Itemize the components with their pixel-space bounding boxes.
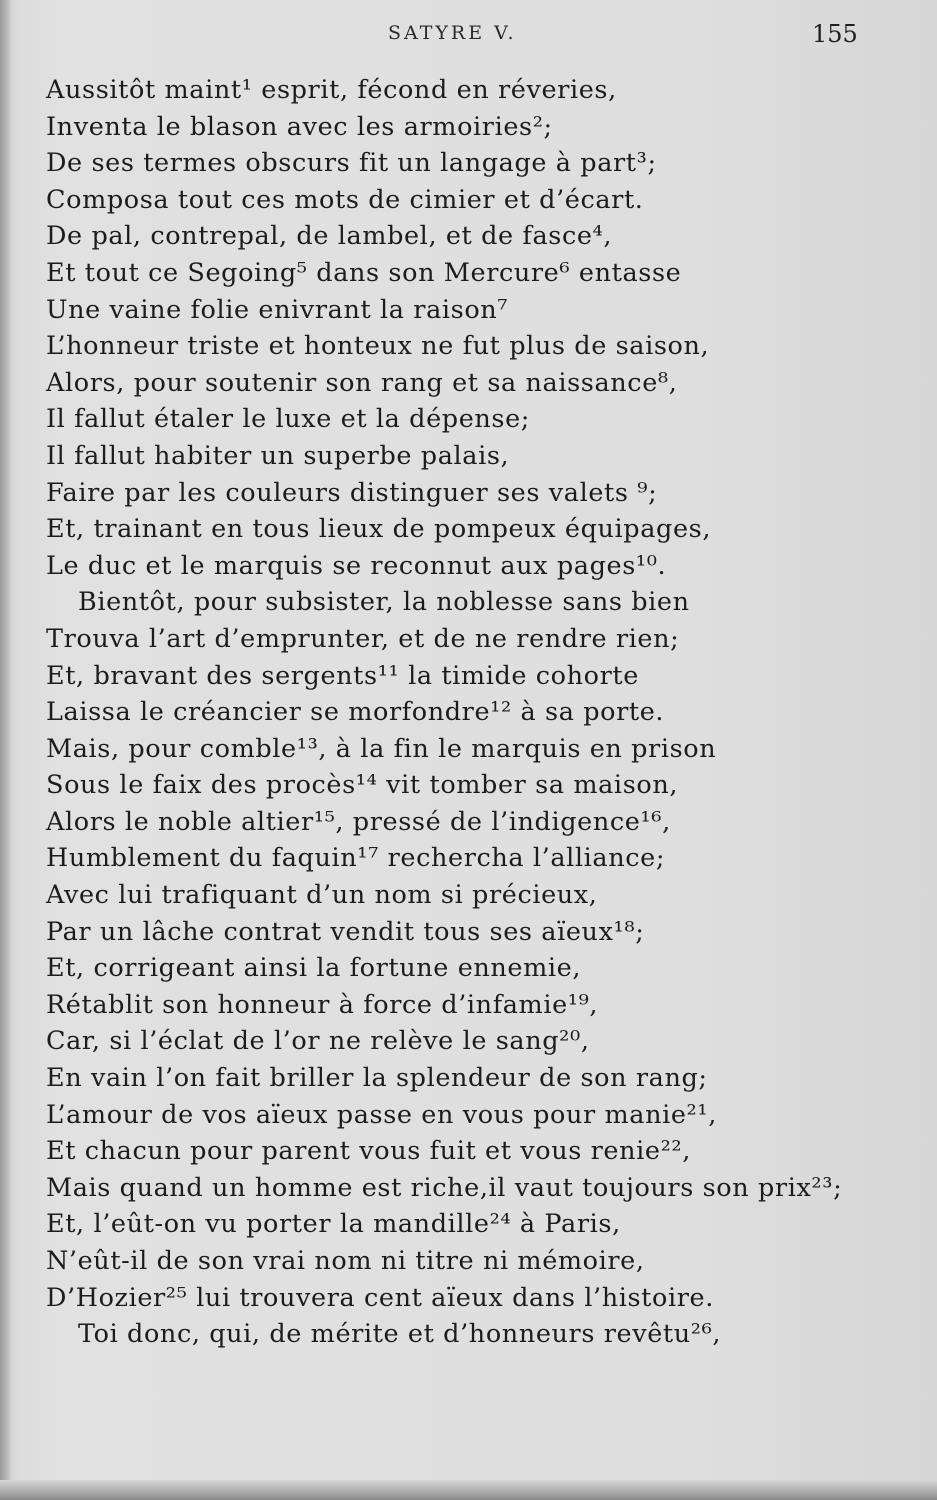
verse-line: L’honneur triste et honteux ne fut plus de saison,	[46, 331, 710, 362]
verse-line: L’amour de vos aïeux passe en vous pour manie²¹,	[46, 1099, 717, 1130]
verse-line: Aussitôt maint¹ esprit, fécond en réveries,	[46, 75, 617, 105]
verse-line: De pal, contrepal, de lambel, et de fasce⁴,	[46, 221, 613, 252]
verse-line: Mais, pour comble¹³, à la fin le marquis en prison	[46, 733, 717, 764]
verse-line: Car, si l’éclat de l’or ne relève le sang²⁰,	[46, 1026, 590, 1057]
verse-line: Faire par les couleurs distinguer ses valets ⁹;	[46, 477, 658, 508]
verse-line: Humblement du faquin¹⁷ rechercha l’alliance;	[46, 843, 666, 874]
page-bottom-edge	[0, 1480, 937, 1500]
verse-line: Alors le noble altier¹⁵, pressé de l’indigence¹⁶,	[46, 806, 671, 837]
verse-line: N’eût-il de son vrai nom ni titre ni mémoire,	[46, 1246, 645, 1276]
verse-line: Et, trainant en tous lieux de pompeux équipages,	[46, 514, 712, 545]
verse-line: Bientôt, pour subsister, la noblesse sans bien	[78, 587, 690, 618]
verse-line: Laissa le créancier se morfondre¹² à sa porte.	[46, 697, 665, 728]
verse-line: Le duc et le marquis se reconnut aux pages¹⁰.	[46, 550, 667, 581]
poem-verses	[46, 72, 926, 1353]
verse-line: Avec lui trafiquant d’un nom si précieux,	[46, 880, 598, 911]
verse-line: Il fallut habiter un superbe palais,	[46, 440, 510, 471]
verse-line: Trouva l’art d’emprunter, et de ne rendre rien;	[46, 623, 680, 654]
page-spine-shadow	[0, 0, 10, 1500]
verse-line: En vain l’on fait briller la splendeur de son rang;	[46, 1063, 708, 1094]
verse-line: D’Hozier²⁵ lui trouvera cent aïeux dans l’histoire.	[46, 1282, 714, 1313]
verse-line: Rétablit son honneur à force d’infamie¹⁹,	[46, 989, 599, 1020]
verse-line: De ses termes obscurs fit un langage à part³;	[46, 148, 657, 179]
verse-line: Mais quand un homme est riche,il vaut toujours son prix²³;	[46, 1172, 843, 1203]
page-header	[0, 22, 937, 52]
verse-line: Alors, pour soutenir son rang et sa naissance⁸,	[46, 367, 678, 398]
verse-line: Et, corrigeant ainsi la fortune ennemie,	[46, 953, 582, 984]
verse-line: Par un lâche contrat vendit tous ses aïeux¹⁸;	[46, 916, 645, 947]
verse-line: Toi donc, qui, de mérite et d’honneurs revêtu²⁶,	[78, 1319, 722, 1350]
verse-line: Une vaine folie enivrant la raison⁷	[46, 294, 509, 325]
verse-line: Et, l’eût-on vu porter la mandille²⁴ à Paris,	[46, 1209, 621, 1240]
verse-line: Il fallut étaler le luxe et la dépense;	[46, 404, 530, 435]
running-head: SATYRE V.	[388, 22, 517, 44]
page-number: 155	[812, 20, 858, 48]
verse-line: Et tout ce Segoing⁵ dans son Mercure⁶ entasse	[46, 257, 682, 288]
verse-line: Composa tout ces mots de cimier et d’écart.	[46, 184, 644, 215]
verse-line: Et, bravant des sergents¹¹ la timide cohorte	[46, 660, 639, 691]
verse-line: Sous le faix des procès¹⁴ vit tomber sa maison,	[46, 770, 679, 801]
verse-line: Et chacun pour parent vous fuit et vous renie²²,	[46, 1136, 691, 1167]
verse-line: Inventa le blason avec les armoiries²;	[46, 111, 553, 142]
